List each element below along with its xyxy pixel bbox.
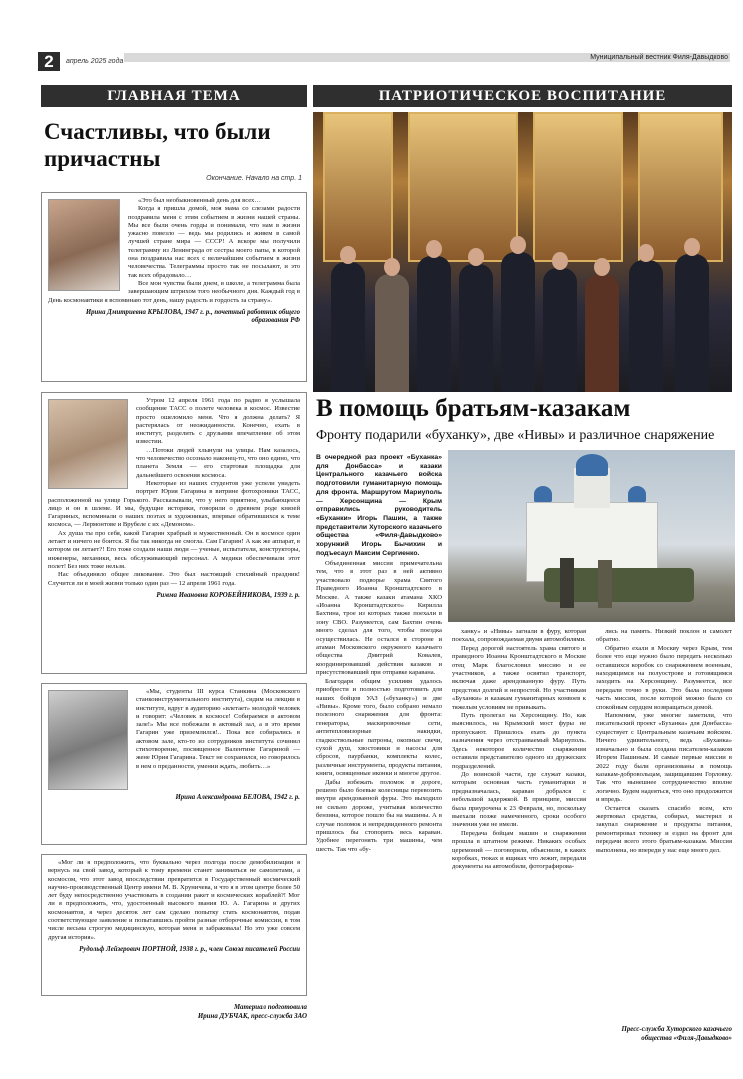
section-main-topic: ГЛАВНАЯ ТЕМА <box>41 85 307 107</box>
quote-paragraph: Ах душа ты про себя, какой Гагарин храбрый и мужественный. Он в космосе один летает и ничего не боится. Я бы так никогда не смогла. Сам Гагарин! А как же аппарат, в котором он летает?! Его тоже создали наши люди — ученые, испытатели, конструкторы, инженеры, механики, весь обслуживающий персонал. А медики обеспечивали этот полет! Без них тоже нельзя. <box>48 529 300 570</box>
continued-note: Окончание. Начало на стр. 1 <box>206 175 302 182</box>
church-dome <box>534 486 552 502</box>
article-lead: В очередной раз проект «Буханка» для Донбасса» и казаки Центрального казачьего войска подготовили гуманитарную помощь для фронта. Маршрутом Мариуполь — Херсонщина — Крым отправились руководитель «Буханки» Игорь Пашин, а также представители Хуторского казачьего общества «Филя-Давыдково» хорунжий Игорь Бычихин и подъесаул Максим Сергиенко. <box>316 454 442 557</box>
church-dome <box>576 454 608 476</box>
quote-signature: Ирина Дмитриевна КРЫЛОВА, 1947 г. р., почетный работник общего образования РФ <box>85 308 300 325</box>
article-paragraph: Обратно ехали в Москву через Крым, тем более что еще нужно было передать несколько оставшихся коробок со снаряжением военным, находящимся на полуострове и готовящимся заходить на Херсонщину. Разумеется, все передали точно в руки. Это была последняя часть миссии, после которой можно было со спокойным сердцем возвращаться домой. <box>596 644 732 711</box>
section-patriotic: ПАТРИОТИЧЕСКОЕ ВОСПИТАНИЕ <box>313 85 732 107</box>
right-headline: В помощь братьям-казакам <box>316 395 631 422</box>
article-column-1 <box>316 560 442 854</box>
person-figure <box>675 254 709 392</box>
person-figure <box>331 262 365 392</box>
quote-paragraph: Некоторые из наших студентов уже успели увидеть портрет Юрия Гагарина в витрине фотохроники ТАСС, расположенной на улице Горького. Рассказывали, что у него приятное, улыбающееся лицо и он в шлеме. И мы, будущие историки, говорили о древнем роде князей Гагариных, вспоминали о наших поэтах и художниках, впервые обратившихся к теме космоса, — Лермонтове и Врубеле с их «Демоном». <box>48 479 300 529</box>
article-paragraph: Объединенная миссия примечательна тем, что в этот раз в ней активно участвовало подворье храма Святого Праведного Иоанна Кронштадтского в Москве. А также казаки атамана ХКО «Иоанна Кронштадтского» Кирилла Бахтина, трое из которых также поехали в зону СВО. Разумеется, сам Бахтин очень много сделал для того, чтобы поездка осуществилась. Не остался в стороне и атаман Московского окружного казачьего общества Дмитрий Ковалев, координировавший действия казаков и присутствовавший при отправке каравана. <box>316 560 442 677</box>
quote-paragraph: Утром 12 апреля 1961 года по радио я услышала сообщение ТАСС о полете человека в космос. Известие просто ошеломило меня. Что я должна делать? Я растерялась от неожиданности. Конечно, ехать в институт, разделить с друзьями впечатление об этом известии. <box>136 397 300 446</box>
icon-panel <box>408 112 518 262</box>
quote-paragraph: «Мог ли я предположить, что буквально через полгода после демобилизации я вернусь на свой завод, который к тому времени станет заниматься не самолетами, а космосом, что этот завод впоследствии превратится в Государственный космический научно-производственный Центр имени М. В. Хруничева, и что я в этом центре более 50 лет буду непосредственно участвовать в создании ракет и космических кораблей?! Мог ли я предположить, что, удостоенный высокого звания Ю. А. Гагарина и других космонавтов, я через десяток лет сам сделаю попытку стать космонавтом, подав соответствующее заявление и попытавшись пройти разные отборочные комиссии, в том числе весьма строгую медицинскую, которая меня и забраковала! Но это уже совсем другая история». <box>48 859 300 941</box>
page-number: 2 <box>38 52 60 71</box>
quote-paragraph: «Это был необыкновенный день для всех… <box>138 197 261 204</box>
credit-name: Ирина ДУБЧАК, пресс-служба ЗАО <box>197 1012 307 1020</box>
article-column-2 <box>452 628 586 872</box>
article-paragraph: лись на память. Низкий поклон и самолет обратно. <box>596 628 732 644</box>
masthead: Муниципальный вестник Филя-Давыдково <box>584 53 728 62</box>
press-service-credit: Пресс-служба Хуторского казачьего общества «Филя-Давыдково» <box>621 1026 732 1042</box>
icon-panel <box>323 112 393 262</box>
quote-signature: Римма Ивановна КОРОБЕЙНИКОВА, 1939 г. р. <box>156 591 300 599</box>
quote-box-4 <box>41 854 307 996</box>
person-figure <box>585 274 619 392</box>
icon-panel <box>638 112 723 262</box>
person-figure <box>459 264 493 392</box>
quote-signature: Ирина Александровна БЕЛОВА, 1942 г. р. <box>175 794 300 801</box>
article-paragraph: Дабы избежать поломок в дороге, решено было боевые колесницы перевозить внутри арендованной фуры. Это выходило не сильно дороже, учитывая количество бензина, которое пошло бы на машины. А в случае поломок и непредвиденного ремонта пришлось бы стопорить весь караван. Удобнее перегонять три машины, чем шесть. Так что «бу- <box>316 778 442 853</box>
article-paragraph: Напомним, уже многие заметили, что писательский проект «Буханка» для Донбасса» существует с Центральным казачьим войском. Ничего удивительного, ведь «Буханка» изначально и была создана писателем-казаком Игорем Пашиным. И самые первые миссии в 2022 году были организованы в помощь казакам-добровольцам, защищавшим Горловку. Так что нынешнее сотрудничество вполне логично. Будем надеяться, что оно продолжится и впредь. <box>596 712 732 804</box>
article-paragraph: Путь пролегал на Херсонщину. Но, как выяснилось, на Крымский мост фуры не пропускают. Пришлось ехать до пункта назначения через отстраиваемый Мариуполь. Здесь некоторое количество снаряжения оставили представителю одного из дружеских подразделений. <box>452 712 586 770</box>
person-figure <box>375 274 409 392</box>
credit-title: Материал подготовила <box>234 1004 307 1011</box>
article-paragraph: Благодаря общим усилиям удалось приобрести и полностью подготовить для наших бойцов УАЗ («буханку») и две «Нивы». Кроме того, было собрано немало полезного снаряжения для фронта: генераторы, маскировочные сети, антитепловизорные накидки, гладкоствольные патроны, окопные свечи, сухой душ, хвостовики и насосы для сбросов, паурбанки, комплекты колес, различные инструменты, продукты питания, книги, освященные иконки и многое другое. <box>316 677 442 778</box>
article-column-3 <box>596 628 732 855</box>
portrait-photo <box>48 690 128 790</box>
portrait-photo <box>48 399 128 489</box>
icon-panel <box>533 112 623 262</box>
person-figure <box>629 260 663 392</box>
quote-paragraph: «Мы, студенты III курса Станкина (Московского станкоинструментального института), сидим на лекции в институте, вдруг в аудиторию «влетает» молодой человек и говорит: «Человек в космосе! Собираемся в актовом зале!» Мы все побежали в актовый зал, а в это время Гагарин уже приземлился!.. Пока все собирались в актовом зале, кто-то из сотрудников института сочинил стихотворение, посвященное Валентине Гагариной — жене Юрия Гагарина. Текст не сохранился, но говорилось в нем о преданности, умении ждать, любить…» <box>136 688 300 770</box>
article-paragraph: Перед дорогой настоятель храма святого и праведного Иоанна Кронштадтского в Москве отец Марк благословил миссию и ее участников, а также освятил транспорт, включая даже арендованную фуру. Путь предстоял долгий и непростой. Но участникам «Буханки» и казакам гуманитарных конвоев к тяжелым условиям не привыкать. <box>452 644 586 711</box>
church-dome <box>628 486 646 502</box>
article-paragraph: Передача бойцам машин и снаряжения прошла в штатном режиме. Никаких особых церемоний — поговорили, объяснили, в каких коробках, тюках и ящиках что лежит, передали документы на автомобили, фотографирова- <box>452 829 586 871</box>
person-figure <box>417 256 451 392</box>
issue-date: апрель 2025 года <box>66 58 124 65</box>
left-credit <box>41 1004 307 1022</box>
quote-paragraph: Когда я пришла домой, моя мама со слезами радости поздравила меня с этим событием в жизни нашей страны. Мы все были очень горды и понимали, что нам в жизни ужасно повезло — ведь мы родились и живем в самой лучшей стране мира — СССР! А вскоре мы получили телеграмму из Ленинграда от сестры моего папы, в которой она поздравила нас всех с величайшим событием в жизни человечества. Телеграммы просто так не посылают, и это так всех обрадовало… <box>128 205 300 279</box>
portrait-photo <box>48 199 120 291</box>
quote-paragraph: …Потоки людей хлынули на улицы. Нам казалось, что человечество осознало наконец-то, что оно едино, что планета Земля — его стартовая площадка для дальнейшего освоения космоса. <box>136 446 300 479</box>
quote-signature: Рудольф Лейзерович ПОРТНОЙ, 1938 г. р., член Союза писателей России <box>79 945 300 953</box>
article-paragraph: До воинской части, где служат казаки, которым основная часть гуманитарки и предназначалась, караван добрался с небольшой задержкой. В принципе, миссия была приурочена к 23 Февраля, но, поскольку выехали позже намеченного, сроки особого значения уже не имели. <box>452 770 586 829</box>
article-paragraph: Остается сказать спасибо всем, кто жертвовал средства, собирал, мастерил и закупал снаряжение и продукты питания, ремонтировал технику и ездил на фронт для передачи всего этого братьям-казакам. Миссия выполнена, но впереди у нас еще много дел. <box>596 804 732 854</box>
quote-box-1 <box>41 192 307 382</box>
person-figure <box>501 252 535 392</box>
article-paragraph: ханку» и «Нивы» загнали в фуру, которая поехала, сопровождаемая двумя автомобилями. <box>452 628 586 644</box>
quote-box-3 <box>41 683 307 845</box>
quote-paragraph: Все мои чувства были днем, в школе, а телеграмма была завершающим штрихом того необычного дня. Каждый год в День космонавтики я вспоминаю тот день, нашу радость и гордость за страну». <box>48 279 300 304</box>
church-and-vehicle-photo <box>448 450 735 622</box>
person-figure <box>560 558 574 608</box>
person-figure <box>598 560 612 608</box>
quote-paragraph: Нас объединяло общее ликование. Это был настоящий стихийный праздник! Случится ли в моей жизни только один раз — 12 апреля 1961 года. <box>48 571 300 587</box>
cossacks-in-church-photo <box>313 112 732 392</box>
person-figure <box>543 268 577 392</box>
quote-box-2 <box>41 392 307 674</box>
right-subheadline: Фронту подарили «буханку», две «Нивы» и различное снаряжение <box>316 428 715 443</box>
left-headline: Счастливы, что были причастны <box>44 119 271 171</box>
